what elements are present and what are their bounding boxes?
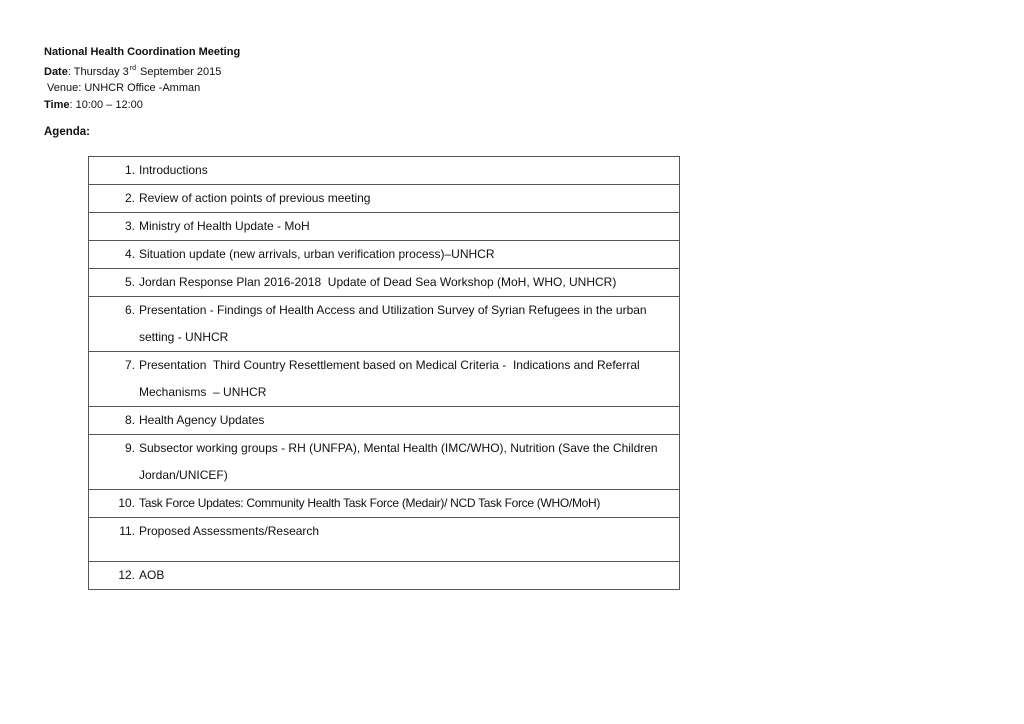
agenda-item-number: 1. bbox=[124, 163, 135, 177]
agenda-cell bbox=[89, 269, 680, 297]
date-month-year: September 2015 bbox=[140, 65, 222, 78]
agenda-cell bbox=[89, 157, 680, 185]
agenda-item-number: 8. bbox=[124, 413, 135, 427]
meeting-title-line bbox=[44, 44, 240, 61]
time-value: : 10:00 – 12:00 bbox=[69, 98, 143, 111]
agenda-cell bbox=[89, 518, 680, 562]
date-value: : Thursday 3 bbox=[67, 65, 129, 78]
agenda-item-number: 5. bbox=[124, 275, 135, 289]
meeting-title: National Health Coordination Meeting bbox=[44, 46, 241, 58]
agenda-item-text: Jordan Response Plan 2016-2018 Update of Dead Sea Workshop (MoH, WHO, UNHCR) bbox=[139, 275, 617, 289]
agenda-table bbox=[88, 156, 680, 590]
agenda-item-text: Presentation - Findings of Health Access and Utilization Survey of Syrian Refugees in the urban setting - UNHCR bbox=[139, 303, 650, 344]
agenda-item-number: 3. bbox=[124, 219, 135, 233]
agenda-cell bbox=[89, 213, 680, 241]
agenda-item-number: 7. bbox=[124, 358, 135, 372]
agenda-row bbox=[89, 157, 680, 185]
date-label: Date bbox=[44, 65, 68, 78]
agenda-row bbox=[89, 435, 680, 490]
agenda-item-text: Health Agency Updates bbox=[139, 413, 265, 427]
date-ordinal-suffix: rd bbox=[129, 64, 137, 72]
agenda-row bbox=[89, 562, 680, 590]
agenda-item-number: 9. bbox=[124, 441, 135, 455]
agenda-item-text: Proposed Assessments/Research bbox=[139, 524, 320, 538]
agenda-item-number: 4. bbox=[124, 247, 135, 261]
agenda-cell bbox=[89, 407, 680, 435]
agenda-item-text: Introductions bbox=[139, 163, 208, 177]
agenda-row bbox=[89, 518, 680, 562]
meeting-date-line bbox=[44, 61, 240, 81]
agenda-cell bbox=[89, 562, 680, 590]
meeting-time-line bbox=[44, 97, 240, 114]
agenda-item-text: Presentation Third Country Resettlement based on Medical Criteria - Indications and Referral Mechanisms – UNHCR bbox=[139, 358, 644, 399]
agenda-item-text: Review of action points of previous meeting bbox=[139, 191, 371, 205]
agenda-cell bbox=[89, 297, 680, 352]
agenda-item-text: Task Force Updates: Community Health Task Force (Medair)/ NCD Task Force (WHO/MoH) bbox=[139, 496, 601, 510]
agenda-heading: Agenda: bbox=[44, 126, 90, 138]
agenda-cell bbox=[89, 352, 680, 407]
agenda-item-number: 2. bbox=[124, 191, 135, 205]
agenda-item-text: Situation update (new arrivals, urban verification process)–UNHCR bbox=[139, 247, 495, 261]
meeting-header bbox=[44, 44, 240, 113]
agenda-row bbox=[89, 213, 680, 241]
agenda-row bbox=[89, 407, 680, 435]
agenda-row bbox=[89, 297, 680, 352]
agenda-row bbox=[89, 185, 680, 213]
agenda-item-text: Subsector working groups - RH (UNFPA), Mental Health (IMC/WHO), Nutrition (Save the Children Jordan/UNICEF) bbox=[139, 441, 661, 482]
agenda-row bbox=[89, 269, 680, 297]
agenda-cell bbox=[89, 490, 680, 518]
agenda-item-number: 12. bbox=[118, 568, 135, 582]
agenda-row bbox=[89, 241, 680, 269]
agenda-row bbox=[89, 352, 680, 407]
agenda-row bbox=[89, 490, 680, 518]
agenda-item-number: 10. bbox=[118, 496, 135, 510]
meeting-venue: Venue: UNHCR Office -Amman bbox=[47, 82, 201, 94]
agenda-cell bbox=[89, 435, 680, 490]
agenda-item-number: 6. bbox=[124, 303, 135, 317]
agenda-item-number: 11. bbox=[119, 524, 135, 538]
agenda-cell bbox=[89, 241, 680, 269]
agenda-cell bbox=[89, 185, 680, 213]
time-label: Time bbox=[44, 98, 70, 111]
agenda-item-text: AOB bbox=[139, 568, 165, 582]
agenda-item-text: Ministry of Health Update - MoH bbox=[139, 219, 310, 233]
